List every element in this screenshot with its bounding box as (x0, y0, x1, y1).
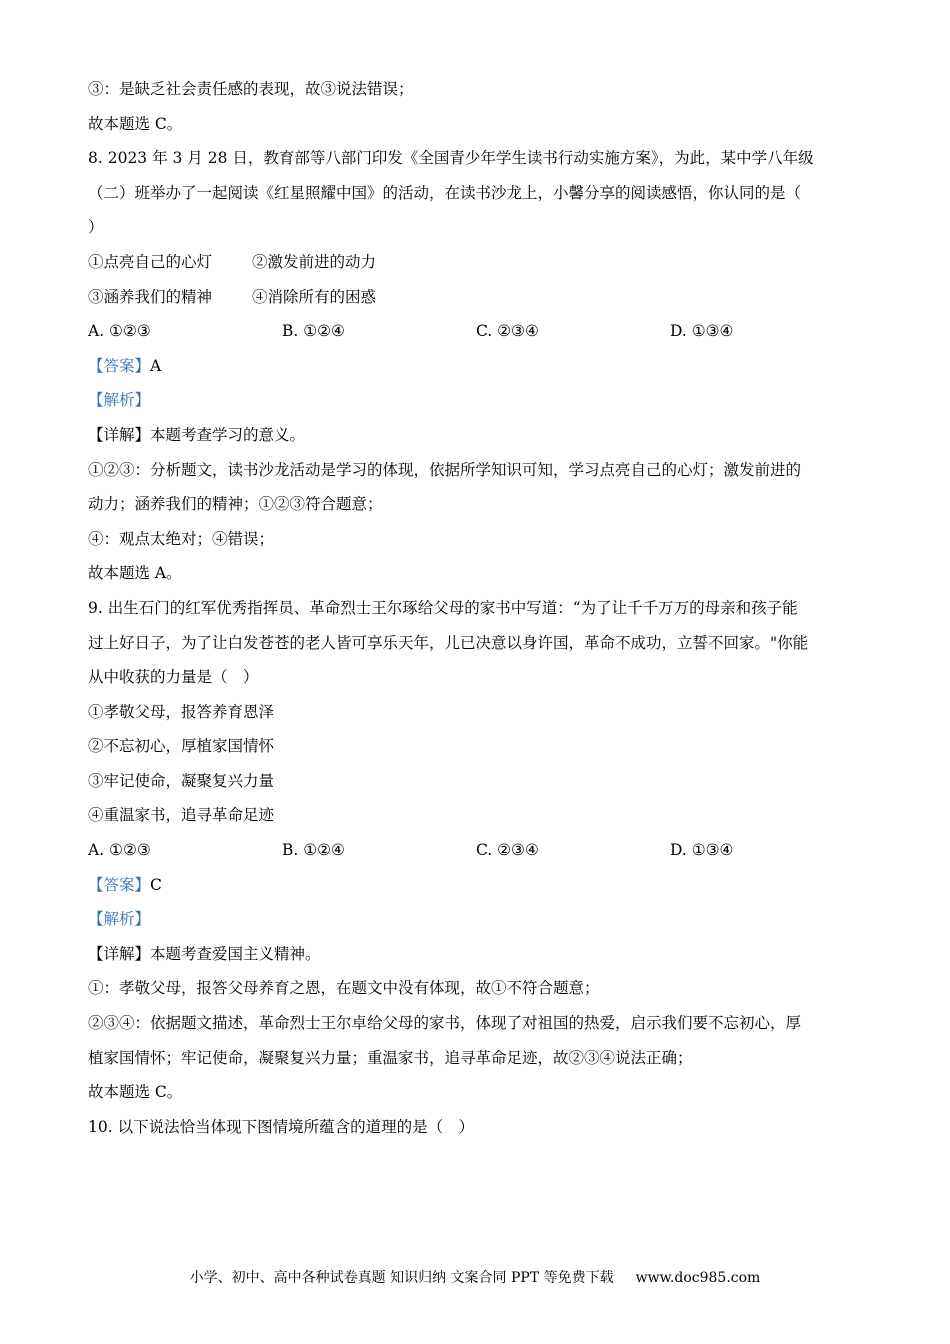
option-a: A. ①②③ (88, 841, 151, 860)
detail-text: 本题考查学习的意义。 (150, 425, 306, 444)
question-9-detail (88, 937, 863, 972)
answer-tag: 【答案】 (88, 356, 151, 375)
page-footer (0, 1266, 950, 1290)
option-b: B. ①②④ (282, 841, 345, 860)
answer-value: A (150, 356, 162, 375)
option-a: A. ①②③ (88, 322, 151, 341)
analysis-tag: 【解析】 (88, 910, 151, 929)
footer-text: 小学、初中、高中各种试卷真题 知识归纳 文案合同 PPT 等免费下载 (189, 1270, 614, 1286)
explanation-line: 动力；涵养我们的精神；①②③符合题意； (88, 495, 383, 514)
question-8-statements-1 (88, 245, 863, 280)
question-8-detail (88, 418, 863, 453)
explanation-line: ①：孝敬父母，报答父母养育之恩，在题文中没有体现，故①不符合题意； (88, 979, 600, 998)
option-c: C. ②③④ (476, 322, 539, 341)
statement: ④消除所有的困惑 (252, 287, 377, 306)
option-d: D. ①③④ (670, 322, 734, 341)
option-d: D. ①③④ (670, 841, 734, 860)
question-9-options (88, 833, 863, 868)
document-body (88, 72, 863, 1144)
analysis-tag: 【解析】 (88, 391, 151, 410)
explanation-line: 植家国情怀；牢记使命，凝聚复兴力量；重温家书，追寻革命足迹，故②③④说法正确； (88, 1048, 693, 1067)
statement: ①点亮自己的心灯 (88, 252, 213, 271)
detail-tag: 【详解】 (88, 944, 151, 963)
statement: ②激发前进的动力 (252, 252, 377, 271)
answer-value: C (150, 875, 162, 894)
question-8-stem: 8. 2023 年 3 月 28 日，教育部等八部门印发《全国青少年学生读书行动实施方案》，为此，某中学八年级 (88, 149, 814, 168)
statement: ①孝敬父母，报答养育恩泽 (88, 702, 275, 721)
question-9-stem: 9. 出生石门的红军优秀指挥员、革命烈士王尔琢给父母的家书中写道：“为了让千千万万的母亲和孩子能 (88, 598, 798, 617)
answer-tag: 【答案】 (88, 875, 151, 894)
detail-tag: 【详解】 (88, 425, 151, 444)
option-b: B. ①②④ (282, 322, 345, 341)
question-10-stem: 10. 以下说法恰当体现下图情境所蕴含的道理的是（ ） (88, 1117, 475, 1136)
question-8-statements-2 (88, 280, 863, 315)
question-9-stem-cont: 过上好日子，为了让白发苍苍的老人皆可享乐天年，儿已决意以身许国，革命不成功，立誓不回家。"你能 (88, 633, 809, 652)
text-line: ③：是缺乏社会责任感的表现，故③说法错误； (88, 80, 414, 98)
statement: ③涵养我们的精神 (88, 287, 213, 306)
question-9-analysis (88, 902, 863, 937)
option-c: C. ②③④ (476, 841, 539, 860)
question-8-stem-cont: （二）班举办了一起阅读《红星照耀中国》的活动，在读书沙龙上，小馨分享的阅读感悟，你认同的是（ (88, 183, 802, 202)
question-9-stem-end: 从中收获的力量是（ ） (88, 668, 259, 687)
text-line: 故本题选 C。 (88, 114, 183, 133)
detail-text: 本题考查爱国主义精神。 (150, 944, 321, 963)
question-8-answer (88, 349, 863, 384)
question-8-stem-end: ） (88, 218, 104, 237)
explanation-line: ②③④：依据题文描述，革命烈士王尔卓给父母的家书，体现了对祖国的热爱，启示我们要不忘初心，厚 (88, 1014, 802, 1033)
footer-site-link[interactable]: www.doc985.com (635, 1270, 761, 1286)
statement: ②不忘初心，厚植家国情怀 (88, 737, 275, 756)
question-8-options (88, 314, 863, 349)
statement: ④重温家书，追寻革命足迹 (88, 806, 275, 825)
explanation-line: ④：观点太绝对；④错误； (88, 529, 275, 548)
explanation-line: 故本题选 A。 (88, 564, 182, 583)
statement: ③牢记使命，凝聚复兴力量 (88, 771, 275, 790)
explanation-line: 故本题选 C。 (88, 1083, 183, 1102)
explanation-line: ①②③：分析题文，读书沙龙活动是学习的体现，依据所学知识可知，学习点亮自己的心灯；激发前进的 (88, 460, 802, 479)
question-9-answer (88, 868, 863, 903)
question-8-analysis (88, 383, 863, 418)
